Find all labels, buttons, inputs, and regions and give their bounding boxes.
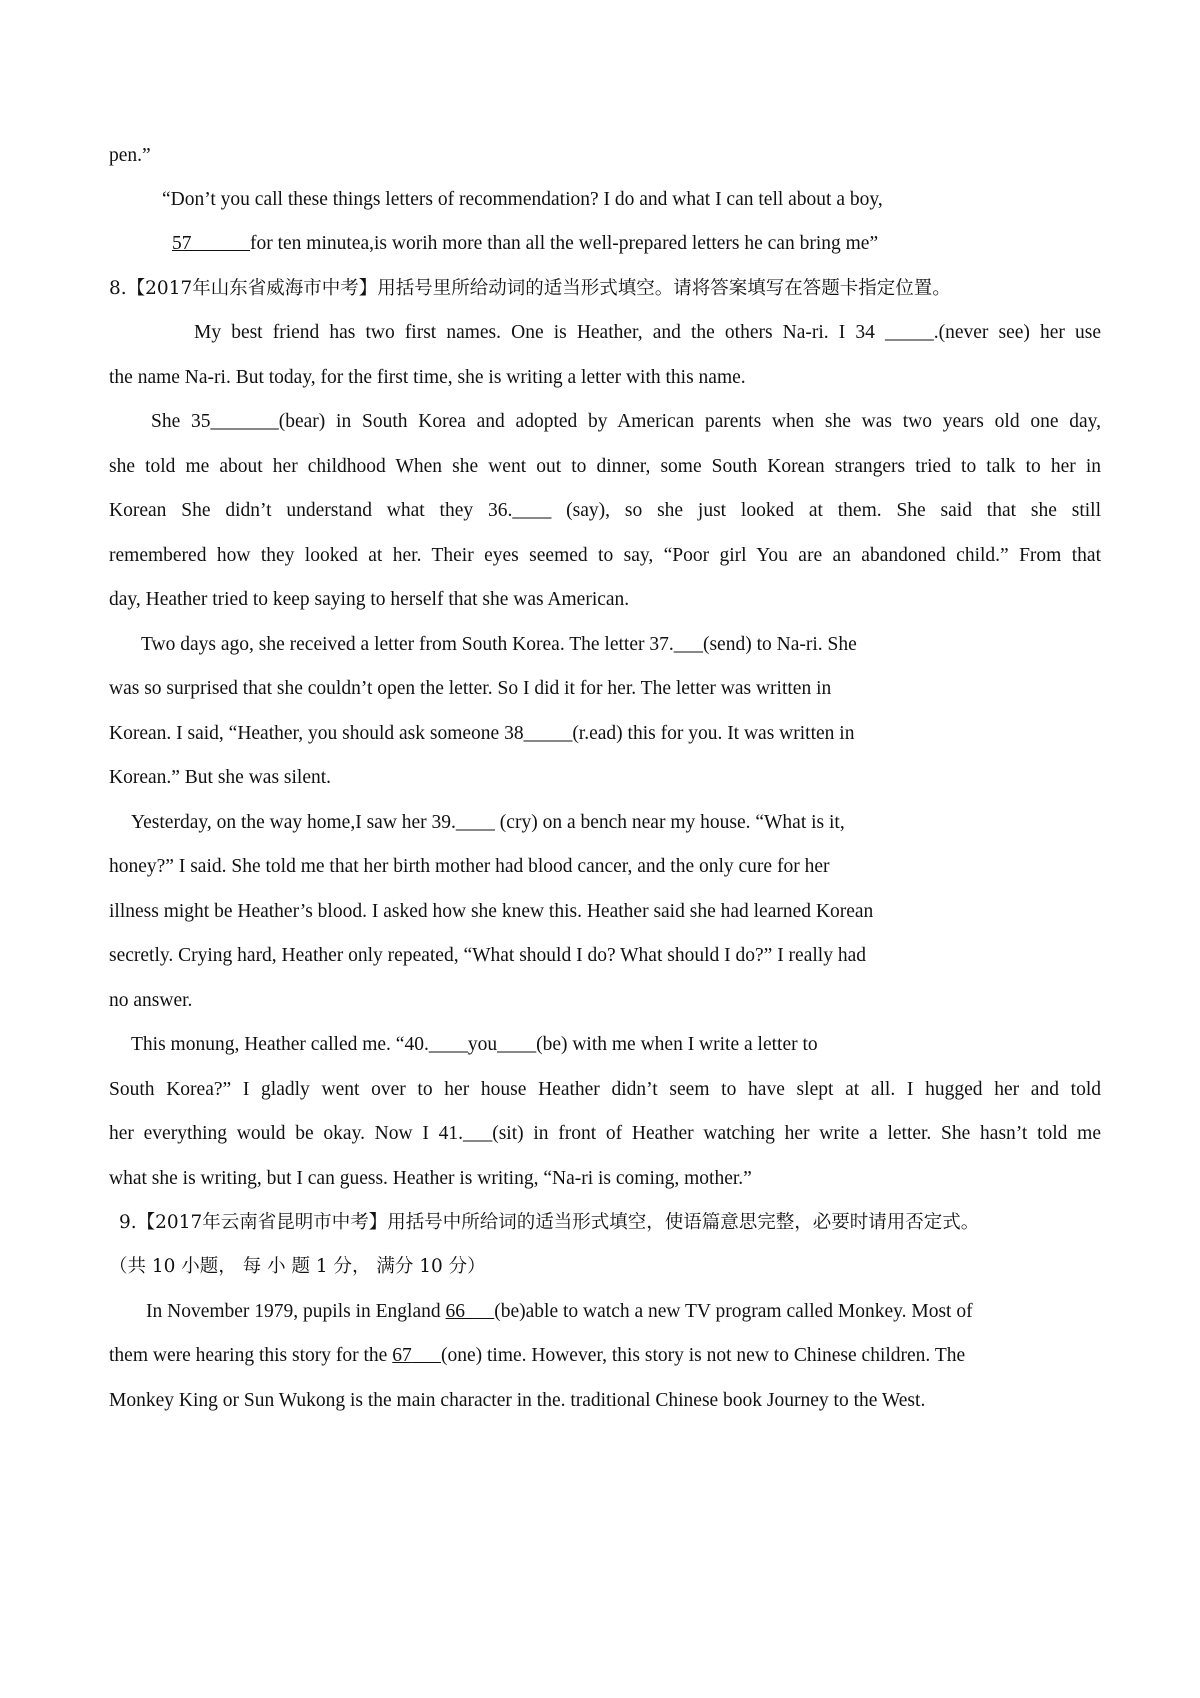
text-line: remembered how they looked at her. Their eyes seemed to say, “Poor girl You are an abandoned child.” From that [109,545,1101,566]
text-line: no answer. [109,990,193,1011]
blank-number: 66 [445,1301,465,1322]
text-fragment: (be)able to watch a new TV program called Monkey. Most of [494,1301,973,1322]
text-line: She 35_______(bear) in South Korea and adopted by American parents when she was two years old one day, [151,411,1101,432]
text-line: South Korea?” I gladly went over to her house Heather didn’t seem to have slept at all. I hugged her and told [109,1079,1101,1100]
text-line: secretly. Crying hard, Heather only repeated, “What should I do? What should I do?” I really had [109,945,866,966]
text-line [109,1342,1101,1370]
text-fragment: them were hearing this story for the [109,1345,393,1366]
question-heading: 9.【2017年云南省昆明市中考】用括号中所给词的适当形式填空，使语篇意思完整，必要时请用否定式。 [119,1212,980,1233]
text-line: was so surprised that she couldn’t open the letter. So I did it for her. The letter was written in [109,678,832,699]
text-line: she told me about her childhood When she went out to dinner, some South Korean strangers tried to talk to her in [109,456,1101,477]
text-line: honey?” I said. She told me that her birth mother had blood cancer, and the only cure for her [109,856,830,877]
text-line: Monkey King or Sun Wukong is the main character in the. traditional Chinese book Journey to the West. [109,1390,926,1411]
text-line: Korean She didn’t understand what they 36.____ (say), so she just looked at them. She said that she still [109,500,1101,521]
text-fragment: In November 1979, pupils in England [146,1301,446,1322]
text-line: what she is writing, but I can guess. Heather is writing, “Na-ri is coming, mother.” [109,1168,752,1189]
text-line: Yesterday, on the way home,I saw her 39.____ (cry) on a bench near my house. “What is it, [131,812,845,833]
text-fragment: (one) time. However, this story is not new to Chinese children. The [440,1345,966,1366]
text-line: My best friend has two first names. One is Heather, and the others Na-ri. I 34 _____.(never see) her use [194,322,1101,343]
text-line: illness might be Heather’s blood. I asked how she knew this. Heather said she had learned Korean [109,901,874,922]
text-line: Korean. I said, “Heather, you should ask someone 38_____(r.ead) this for you. It was written in [109,723,855,744]
text-line: pen.” [109,145,151,166]
blank-number: 67 [392,1345,412,1366]
question-instruction: （共 10 小题， 每 小 题 1 分， 满分 10 分） [109,1256,486,1277]
text-line: day, Heather tried to keep saying to herself that she was American. [109,589,630,610]
question-heading: 8.【2017年山东省威海市中考】用括号里所给动词的适当形式填空。请将答案填写在答题卡指定位置。 [109,278,951,299]
text-line: her everything would be okay. Now I 41.___(sit) in front of Heather watching her write a letter. She hasn’t told me [109,1123,1101,1144]
text-line [146,1298,1138,1326]
text-line: “Don’t you call these things letters of recommendation? I do and what I can tell about a boy, [162,189,883,210]
text-line: This monung, Heather called me. “40.____you____(be) with me when I write a letter to [131,1034,818,1055]
text-line: Two days ago, she received a letter from South Korea. The letter 37.___(send) to Na-ri. She [141,634,857,655]
text-fragment: for ten minutea,is worih more than all the well-prepared letters he can bring me” [250,233,879,254]
blank-number: 57 [172,233,192,254]
text-line [172,230,1164,258]
text-line: Korean.” But she was silent. [109,767,332,788]
text-line: the name Na-ri. But today, for the first time, she is writing a letter with this name. [109,367,746,388]
